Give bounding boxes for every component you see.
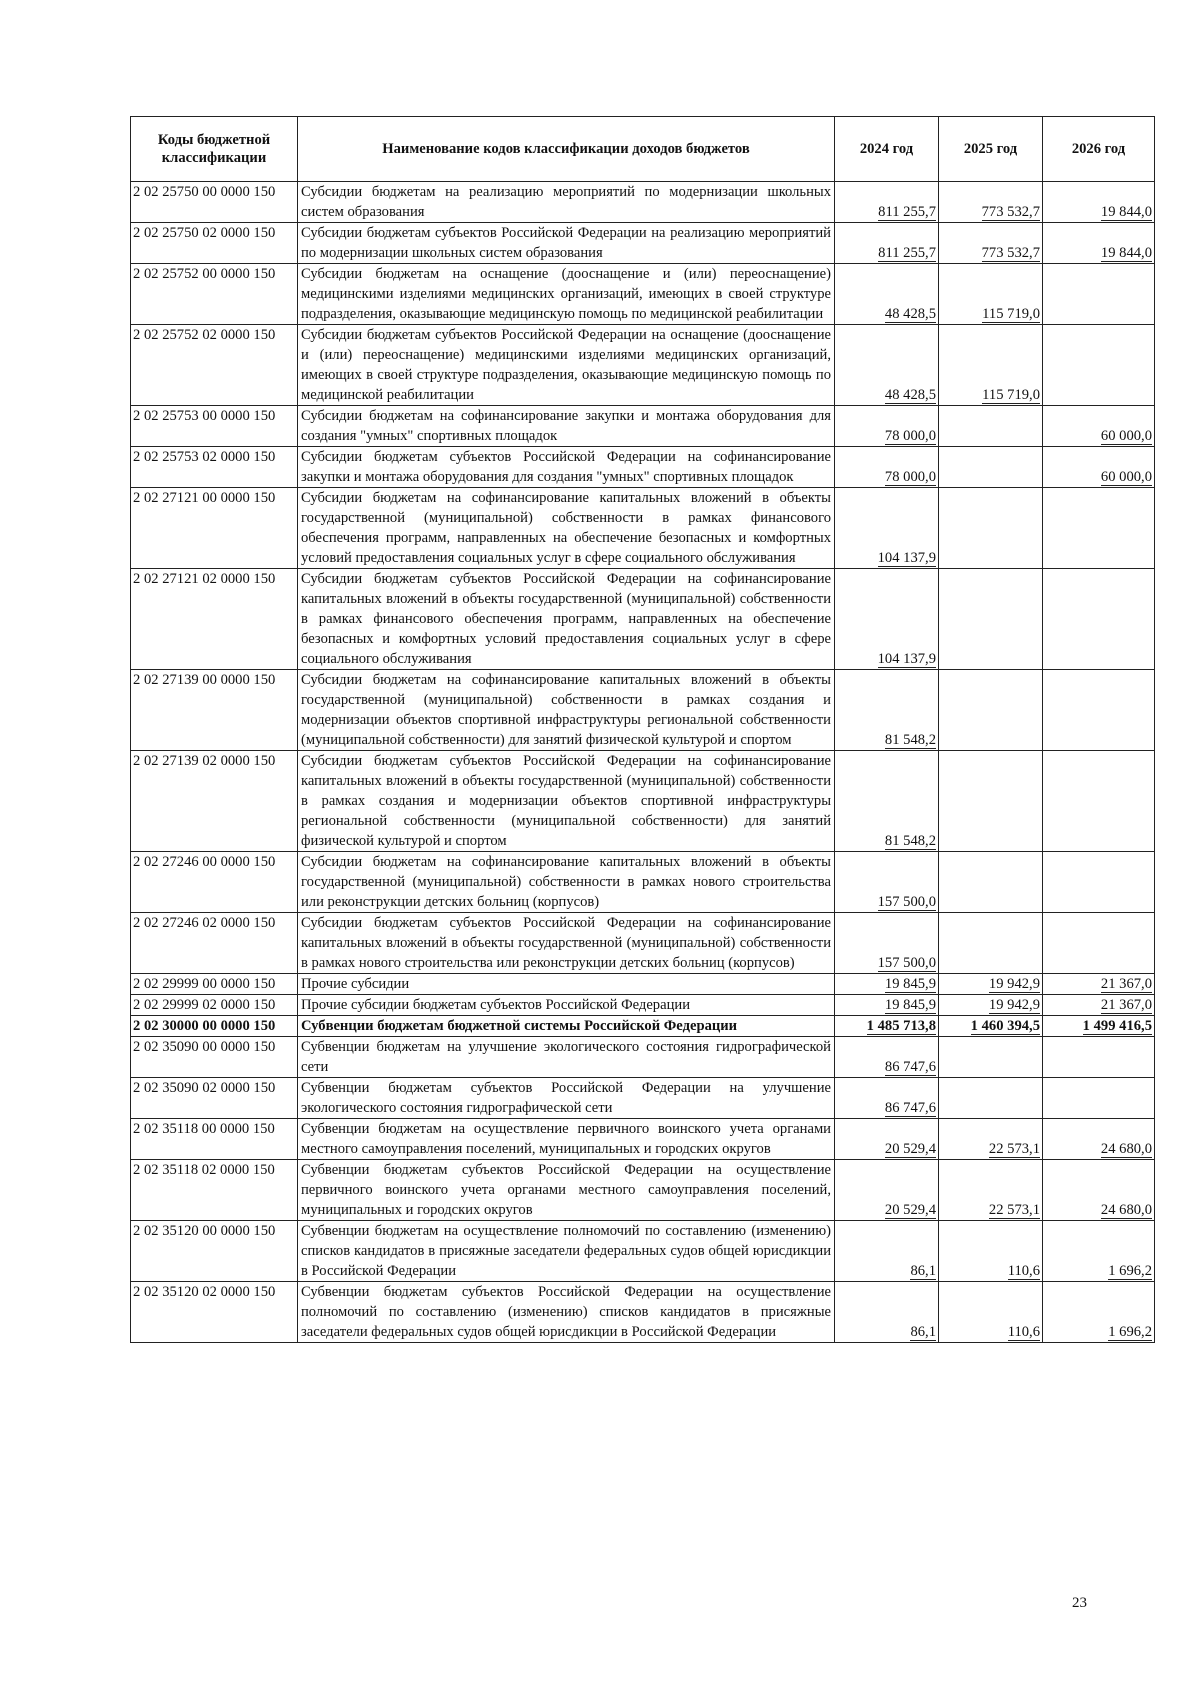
row-2024 xyxy=(835,447,939,488)
row-2024 xyxy=(835,852,939,913)
row-2025 xyxy=(939,1037,1043,1078)
row-name: Субвенции бюджетам субъектов Российской Федерации на улучшение экологического состояния гидрографической сети xyxy=(298,1078,835,1119)
row-2025-value: 773 532,7 xyxy=(981,204,1040,220)
table-body xyxy=(131,182,1155,1343)
row-name: Субсидии бюджетам на софинансирование капитальных вложений в объекты государственной (муниципальной) собственности в рамках создания и модернизации объектов спортивной инфраструктуры региональной собственности (муниципальной собственности) для занятий физической культурой и спортом xyxy=(298,670,835,751)
header-code: Коды бюджетной классификации xyxy=(131,117,298,182)
row-2024-value: 811 255,7 xyxy=(878,204,936,220)
row-2025 xyxy=(939,1282,1043,1343)
table-row xyxy=(131,223,1155,264)
table-row xyxy=(131,1119,1155,1160)
row-code: 2 02 29999 02 0000 150 xyxy=(131,995,298,1016)
row-2026-value: 21 367,0 xyxy=(1100,976,1152,992)
row-2025-value: 110,6 xyxy=(1007,1263,1040,1279)
row-2026 xyxy=(1043,488,1155,569)
row-name: Субвенции бюджетам субъектов Российской Федерации на осуществление первичного воинского учета органами местного самоуправления поселений, муниципальных и городских округов xyxy=(298,1160,835,1221)
row-2024-value: 20 529,4 xyxy=(884,1202,936,1218)
row-2025 xyxy=(939,670,1043,751)
row-name: Субсидии бюджетам субъектов Российской Федерации на софинансирование закупки и монтажа оборудования для создания "умных" спортивных площадок xyxy=(298,447,835,488)
row-2024-value: 1 485 713,8 xyxy=(866,1018,936,1034)
row-name: Субсидии бюджетам на софинансирование капитальных вложений в объекты государственной (муниципальной) собственности в рамках нового строительства или реконструкции детских больниц (корпусов) xyxy=(298,852,835,913)
row-2024 xyxy=(835,488,939,569)
row-2024 xyxy=(835,223,939,264)
row-name: Субсидии бюджетам на реализацию мероприятий по модернизации школьных систем образования xyxy=(298,182,835,223)
row-2025 xyxy=(939,1221,1043,1282)
row-2025-value: 19 942,9 xyxy=(988,976,1040,992)
revenue-classification-table xyxy=(130,116,1155,1343)
row-name: Субвенции бюджетам на улучшение экологического состояния гидрографической сети xyxy=(298,1037,835,1078)
row-2024-value: 78 000,0 xyxy=(884,428,936,444)
row-2024-value: 86 747,6 xyxy=(884,1059,936,1075)
row-2025 xyxy=(939,751,1043,852)
row-2024 xyxy=(835,1160,939,1221)
row-2026 xyxy=(1043,1037,1155,1078)
table-row xyxy=(131,264,1155,325)
row-2026 xyxy=(1043,913,1155,974)
row-code: 2 02 25750 02 0000 150 xyxy=(131,223,298,264)
row-name: Субсидии бюджетам субъектов Российской Федерации на софинансирование капитальных вложений в объекты государственной (муниципальной) собственности в рамках финансового обеспечения программ, направленных на обеспечение безопасных и комфортных условий предоставления социальных услуг в сфере социального обслуживания xyxy=(298,569,835,670)
table-row xyxy=(131,852,1155,913)
row-name: Субвенции бюджетам на осуществление полномочий по составлению (изменению) списков кандидатов в присяжные заседатели федеральных судов общей юрисдикции в Российской Федерации xyxy=(298,1221,835,1282)
row-2026-value: 60 000,0 xyxy=(1100,428,1152,444)
row-name: Субвенции бюджетам на осуществление первичного воинского учета органами местного самоуправления поселений, муниципальных и городских округов xyxy=(298,1119,835,1160)
table-row xyxy=(131,1160,1155,1221)
table-row xyxy=(131,913,1155,974)
row-2024-value: 20 529,4 xyxy=(884,1141,936,1157)
row-2025-value: 115 719,0 xyxy=(982,387,1040,403)
row-2024 xyxy=(835,1282,939,1343)
table-row xyxy=(131,488,1155,569)
row-2026 xyxy=(1043,325,1155,406)
row-2024-value: 811 255,7 xyxy=(878,245,936,261)
row-2024-value: 86 747,6 xyxy=(884,1100,936,1116)
row-2026 xyxy=(1043,995,1155,1016)
row-name: Прочие субсидии бюджетам субъектов Российской Федерации xyxy=(298,995,835,1016)
row-2026 xyxy=(1043,182,1155,223)
row-2024 xyxy=(835,1078,939,1119)
row-code: 2 02 27139 00 0000 150 xyxy=(131,670,298,751)
header-2025: 2025 год xyxy=(939,117,1043,182)
row-name: Субсидии бюджетам на оснащение (дооснащение и (или) переоснащение) медицинскими изделиями медицинских организаций, имеющих в своей структуре подразделения, оказывающие медицинскую помощь по медицинской реабилитации xyxy=(298,264,835,325)
row-2025 xyxy=(939,447,1043,488)
table-row xyxy=(131,406,1155,447)
row-2026-value: 19 844,0 xyxy=(1100,204,1152,220)
header-name: Наименование кодов классификации доходов бюджетов xyxy=(298,117,835,182)
row-2025 xyxy=(939,569,1043,670)
row-2024 xyxy=(835,1037,939,1078)
row-2025 xyxy=(939,852,1043,913)
row-code: 2 02 25752 02 0000 150 xyxy=(131,325,298,406)
row-2024 xyxy=(835,1221,939,1282)
row-2025 xyxy=(939,264,1043,325)
row-2024 xyxy=(835,995,939,1016)
row-2024-value: 104 137,9 xyxy=(877,651,936,667)
row-2025-value: 22 573,1 xyxy=(988,1202,1040,1218)
table-row xyxy=(131,1078,1155,1119)
row-2024 xyxy=(835,264,939,325)
row-code: 2 02 30000 00 0000 150 xyxy=(131,1016,298,1037)
row-2025-value: 19 942,9 xyxy=(988,997,1040,1013)
row-2024 xyxy=(835,751,939,852)
row-code: 2 02 27139 02 0000 150 xyxy=(131,751,298,852)
row-2025 xyxy=(939,995,1043,1016)
row-2024-value: 86,1 xyxy=(910,1263,936,1279)
row-code: 2 02 25753 00 0000 150 xyxy=(131,406,298,447)
row-code: 2 02 35118 00 0000 150 xyxy=(131,1119,298,1160)
row-name: Субсидии бюджетам субъектов Российской Федерации на реализацию мероприятий по модернизации школьных систем образования xyxy=(298,223,835,264)
page-number: 23 xyxy=(1072,1595,1087,1611)
row-code: 2 02 35090 00 0000 150 xyxy=(131,1037,298,1078)
row-name: Прочие субсидии xyxy=(298,974,835,995)
row-code: 2 02 25753 02 0000 150 xyxy=(131,447,298,488)
row-2024 xyxy=(835,182,939,223)
row-2026 xyxy=(1043,1016,1155,1037)
table-row xyxy=(131,670,1155,751)
table-row xyxy=(131,1037,1155,1078)
table-row xyxy=(131,751,1155,852)
row-2025 xyxy=(939,1078,1043,1119)
row-2024-value: 81 548,2 xyxy=(884,833,936,849)
row-2026 xyxy=(1043,223,1155,264)
row-2024-value: 86,1 xyxy=(910,1324,936,1340)
row-2026-value: 24 680,0 xyxy=(1100,1202,1152,1218)
row-name: Субвенции бюджетам субъектов Российской Федерации на осуществление полномочий по составлению (изменению) списков кандидатов в присяжные заседатели федеральных судов общей юрисдикции в Российской Федерации xyxy=(298,1282,835,1343)
row-2025 xyxy=(939,406,1043,447)
row-2026 xyxy=(1043,1119,1155,1160)
row-2026-value: 1 696,2 xyxy=(1108,1263,1152,1279)
row-2026 xyxy=(1043,1160,1155,1221)
table-row xyxy=(131,1221,1155,1282)
row-code: 2 02 25752 00 0000 150 xyxy=(131,264,298,325)
table-row xyxy=(131,974,1155,995)
row-2026 xyxy=(1043,852,1155,913)
row-2025-value: 773 532,7 xyxy=(981,245,1040,261)
row-2026 xyxy=(1043,264,1155,325)
row-2025-value: 22 573,1 xyxy=(988,1141,1040,1157)
row-code: 2 02 29999 00 0000 150 xyxy=(131,974,298,995)
row-code: 2 02 35118 02 0000 150 xyxy=(131,1160,298,1221)
row-2026-value: 21 367,0 xyxy=(1100,997,1152,1013)
row-2026 xyxy=(1043,1221,1155,1282)
row-2026 xyxy=(1043,406,1155,447)
row-2026 xyxy=(1043,1078,1155,1119)
row-name: Субсидии бюджетам на софинансирование закупки и монтажа оборудования для создания "умных" спортивных площадок xyxy=(298,406,835,447)
row-2024 xyxy=(835,569,939,670)
row-2026-value: 1 499 416,5 xyxy=(1082,1018,1152,1034)
row-2026-value: 60 000,0 xyxy=(1100,469,1152,485)
row-2024-value: 157 500,0 xyxy=(877,894,936,910)
row-2024-value: 78 000,0 xyxy=(884,469,936,485)
row-code: 2 02 27121 00 0000 150 xyxy=(131,488,298,569)
row-2025-value: 110,6 xyxy=(1007,1324,1040,1340)
row-code: 2 02 27121 02 0000 150 xyxy=(131,569,298,670)
row-code: 2 02 35120 02 0000 150 xyxy=(131,1282,298,1343)
row-2024-value: 104 137,9 xyxy=(877,550,936,566)
row-code: 2 02 35090 02 0000 150 xyxy=(131,1078,298,1119)
row-2026 xyxy=(1043,569,1155,670)
table-row xyxy=(131,1282,1155,1343)
row-2025 xyxy=(939,223,1043,264)
row-2026 xyxy=(1043,1282,1155,1343)
row-name: Субсидии бюджетам субъектов Российской Федерации на софинансирование капитальных вложений в объекты государственной (муниципальной) собственности в рамках нового строительства или реконструкции детских больниц (корпусов) xyxy=(298,913,835,974)
row-2024 xyxy=(835,406,939,447)
row-2024 xyxy=(835,325,939,406)
row-name: Субсидии бюджетам на софинансирование капитальных вложений в объекты государственной (муниципальной) собственности в рамках финансового обеспечения программ, направленных на обеспечение безопасных и комфортных условий предоставления социальных услуг в сфере социального обслуживания xyxy=(298,488,835,569)
row-2025 xyxy=(939,974,1043,995)
row-name: Субсидии бюджетам субъектов Российской Федерации на софинансирование капитальных вложений в объекты государственной (муниципальной) собственности в рамках создания и модернизации объектов спортивной инфраструктуры региональной собственности (муниципальной собственности) для занятий физической культурой и спортом xyxy=(298,751,835,852)
row-2025 xyxy=(939,913,1043,974)
table-header xyxy=(131,117,1155,182)
row-code: 2 02 35120 00 0000 150 xyxy=(131,1221,298,1282)
header-2024: 2024 год xyxy=(835,117,939,182)
row-code: 2 02 27246 00 0000 150 xyxy=(131,852,298,913)
row-2026-value: 24 680,0 xyxy=(1100,1141,1152,1157)
table-row xyxy=(131,325,1155,406)
row-2024-value: 19 845,9 xyxy=(884,976,936,992)
row-2024-value: 81 548,2 xyxy=(884,732,936,748)
row-2026-value: 19 844,0 xyxy=(1100,245,1152,261)
row-2026-value: 1 696,2 xyxy=(1108,1324,1152,1340)
row-2025-value: 1 460 394,5 xyxy=(970,1018,1040,1034)
table-row xyxy=(131,447,1155,488)
row-2024-value: 48 428,5 xyxy=(884,387,936,403)
row-2024 xyxy=(835,670,939,751)
row-2025 xyxy=(939,1160,1043,1221)
row-2024 xyxy=(835,1016,939,1037)
row-2026 xyxy=(1043,447,1155,488)
row-2025 xyxy=(939,488,1043,569)
row-2024 xyxy=(835,974,939,995)
table-row xyxy=(131,182,1155,223)
row-2024 xyxy=(835,913,939,974)
row-2025 xyxy=(939,1119,1043,1160)
row-2026 xyxy=(1043,974,1155,995)
table-row xyxy=(131,995,1155,1016)
header-2026: 2026 год xyxy=(1043,117,1155,182)
row-name: Субвенции бюджетам бюджетной системы Российской Федерации xyxy=(298,1016,835,1037)
row-2024 xyxy=(835,1119,939,1160)
row-2026 xyxy=(1043,751,1155,852)
header-row xyxy=(131,117,1155,182)
row-2024-value: 19 845,9 xyxy=(884,997,936,1013)
row-2025-value: 115 719,0 xyxy=(982,306,1040,322)
row-2024-value: 48 428,5 xyxy=(884,306,936,322)
table-row xyxy=(131,569,1155,670)
row-2026 xyxy=(1043,670,1155,751)
row-code: 2 02 27246 02 0000 150 xyxy=(131,913,298,974)
table-row xyxy=(131,1016,1155,1037)
row-code: 2 02 25750 00 0000 150 xyxy=(131,182,298,223)
row-2025 xyxy=(939,325,1043,406)
row-2024-value: 157 500,0 xyxy=(877,955,936,971)
row-2025 xyxy=(939,182,1043,223)
row-name: Субсидии бюджетам субъектов Российской Федерации на оснащение (дооснащение и (или) переоснащение) медицинскими изделиями медицинских организаций, имеющих в своей структуре подразделения, оказывающие медицинскую помощь по медицинской реабилитации xyxy=(298,325,835,406)
row-2025 xyxy=(939,1016,1043,1037)
